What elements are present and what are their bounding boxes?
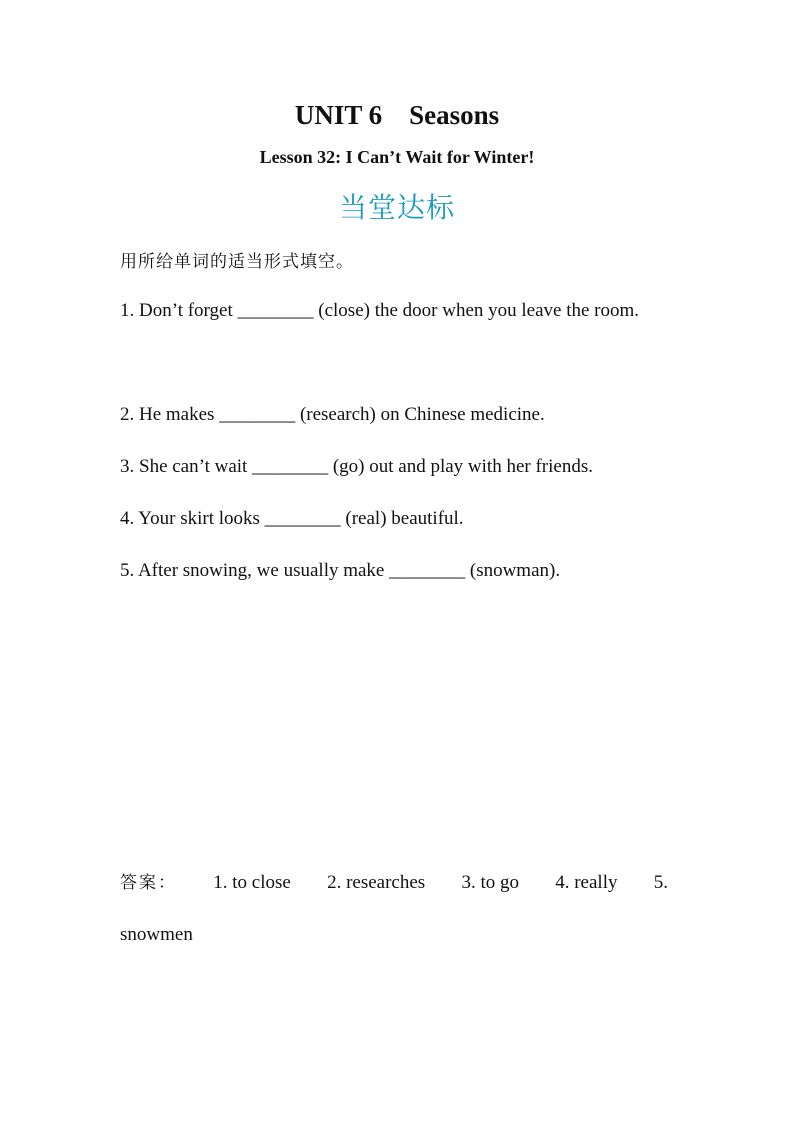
answer-5-number: 5. (653, 872, 668, 893)
section-title: 当堂达标 (338, 191, 455, 224)
unit-title: UNIT 6 Seasons (294, 100, 500, 130)
exercise-instruction: 用所给单词的适当形式填空。 (120, 252, 354, 272)
lesson-title: Lesson 32: I Can’t Wait for Winter! (259, 147, 535, 167)
question-3: 3. She can’t wait ________ (go) out and play with her friends. (120, 456, 593, 477)
answer-key (120, 857, 668, 961)
answer-2: 2. researches (327, 872, 426, 893)
answer-row (120, 857, 668, 909)
question-5: 5. After snowing, we usually make ________ (snowman). (120, 560, 561, 581)
question-4: 4. Your skirt looks ________ (real) beautiful. (120, 508, 464, 529)
question-1: 1. Don’t forget ________ (close) the door when you leave the room. (120, 300, 640, 321)
answer-label: 答案： (120, 873, 177, 893)
question-2: 2. He makes ________ (research) on Chinese medicine. (120, 404, 545, 425)
answer-1: 1. to close (213, 872, 291, 893)
answer-3: 3. to go (461, 872, 519, 893)
answer-5-text: snowmen (120, 924, 193, 945)
answer-4: 4. really (555, 872, 618, 893)
